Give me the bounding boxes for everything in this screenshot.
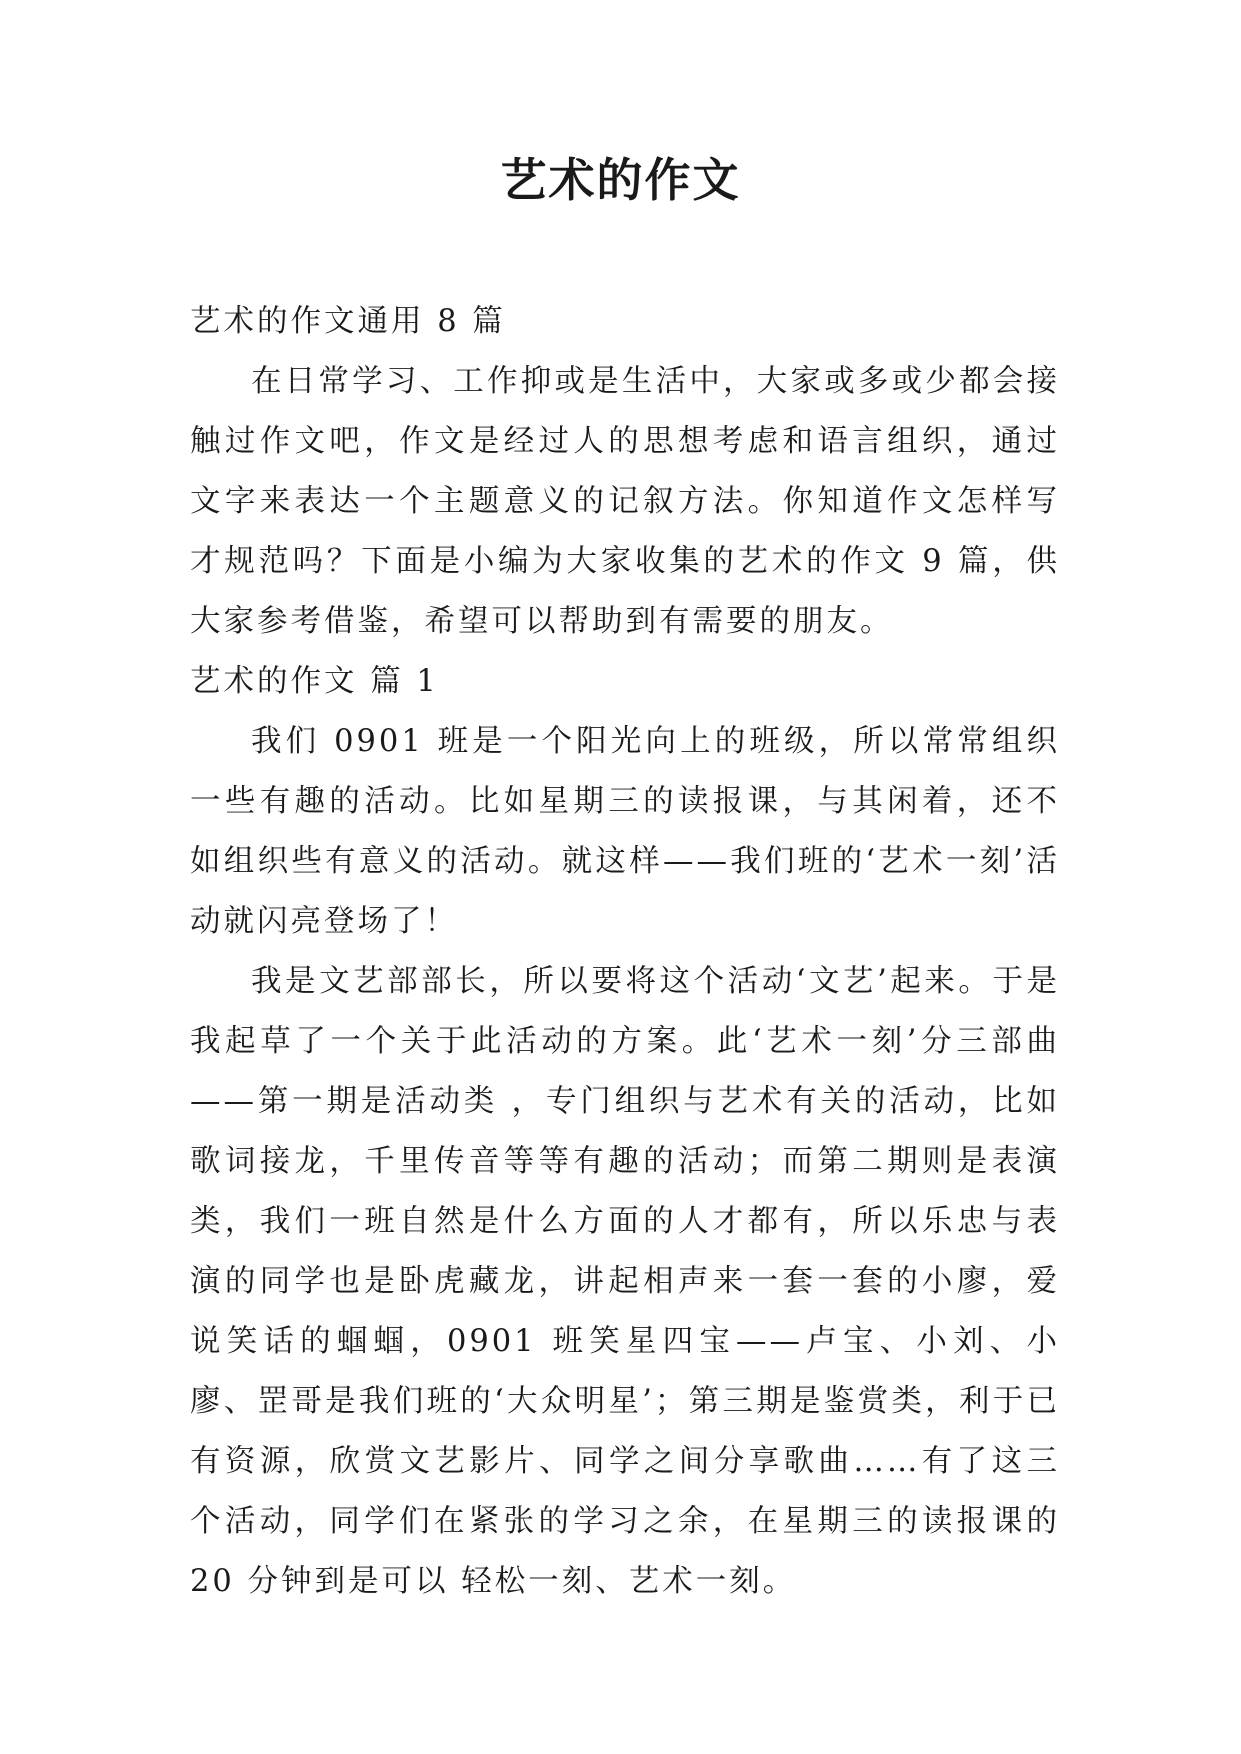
document-subtitle: 艺术的作文通用 8 篇 <box>190 304 506 339</box>
intro-paragraph: 在日常学习、工作抑或是生活中，大家或多或少都会接触过作文吧，作文是经过人的思想考虑和语言组织，通过文字来表达一个主题意义的记叙方法。你知道作文怎样写才规范吗？下面是小编为大家收集的艺术的作文 9 篇，供大家参考借鉴，希望可以帮助到有需要的朋友。 <box>190 364 1060 639</box>
document-body <box>190 292 1060 1612</box>
body-paragraph: 我们 0901 班是一个阳光向上的班级，所以常常组织一些有趣的活动。比如星期三的读报课，与其闲着，还不如组织些有意义的活动。就这样——我们班的‘艺术一刻’活动就闪亮登场了！ <box>190 724 1060 939</box>
section-heading: 艺术的作文 篇 1 <box>190 664 439 699</box>
body-paragraph: 我是文艺部部长，所以要将这个活动‘文艺’起来。于是我起草了一个关于此活动的方案。此‘艺术一刻’分三部曲——第一期是活动类 ，专门组织与艺术有关的活动，比如歌词接龙，千里传音等等有趣的活动；而第二期则是表演类，我们一班自然是什么方面的人才都有，所以乐忠与表演的同学也是卧虎藏龙，讲起相声来一套一套的小廖，爱说笑话的蝈蝈，0901 班笑星四宝——卢宝、小刘、小廖、罡哥是我们班的‘大众明星’；第三期是鉴赏类，利于已有资源，欣赏文艺影片、同学之间分享歌曲……有了这三个活动，同学们在紧张的学习之余，在星期三的读报课的 20 分钟到是可以 轻松一刻、艺术一刻。 <box>190 964 1060 1599</box>
document-title: 艺术的作文 <box>500 153 741 207</box>
